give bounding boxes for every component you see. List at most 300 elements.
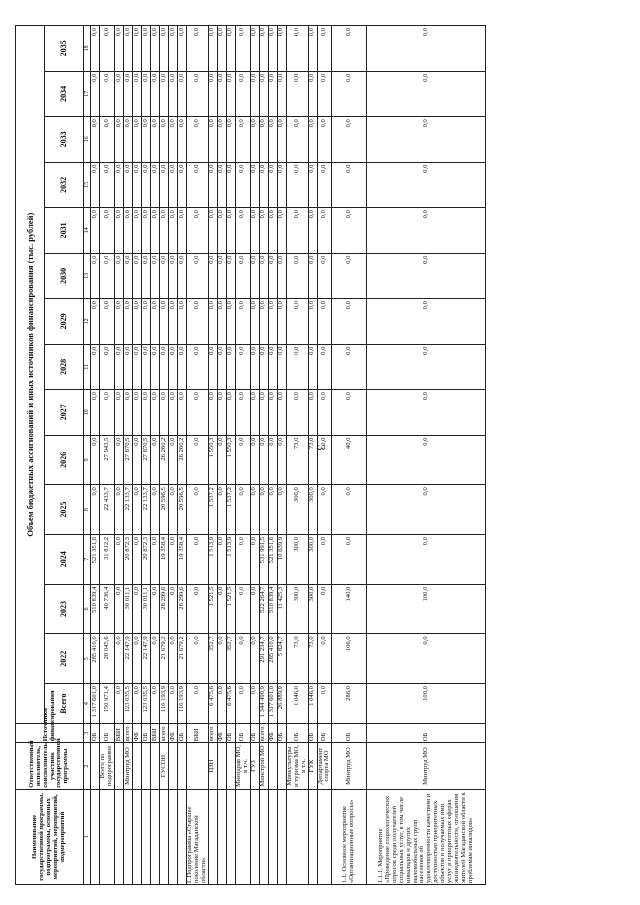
row-value: 0,0 <box>226 299 235 344</box>
row-name <box>308 789 317 884</box>
row-value: 0,0 <box>259 117 268 162</box>
row-source: ОБ <box>277 724 286 743</box>
row-value: 0,0 <box>268 26 277 72</box>
row-value: 28 045,6 <box>100 634 115 684</box>
row-value: 0,0 <box>250 584 259 634</box>
table-row <box>151 26 160 885</box>
row-name <box>115 789 124 884</box>
row-value: 0,0 <box>187 485 209 535</box>
table-row <box>115 26 124 885</box>
row-value: 300,0 <box>286 534 308 584</box>
row-value: 291 234,7 <box>259 634 268 684</box>
row-executor <box>151 743 160 790</box>
row-value: 0,0 <box>217 71 226 116</box>
row-value: 0,0 <box>169 162 178 207</box>
table-row <box>259 26 268 885</box>
row-value: 0,0 <box>169 485 178 535</box>
row-value: 0,0 <box>308 253 317 298</box>
column-index: 3 <box>84 724 91 743</box>
row-value: 0,0 <box>169 117 178 162</box>
row-value: 0,0 <box>169 534 178 584</box>
row-executor: ЦЗН <box>208 743 217 790</box>
row-value: 0,0 <box>115 485 124 535</box>
row-value: 0,0 <box>151 684 160 724</box>
row-value: 0,0 <box>133 162 142 207</box>
row-value: 300,0 <box>308 534 317 584</box>
row-value: 0,0 <box>178 26 187 72</box>
row-source: ФБ <box>133 724 142 743</box>
column-index: 5 <box>84 634 91 684</box>
row-value: 0,0 <box>286 26 308 72</box>
row-value: 0,0 <box>308 390 317 435</box>
row-name <box>160 789 169 884</box>
row-value: 0,0 <box>268 344 277 389</box>
row-value: 0,0 <box>124 344 133 389</box>
row-value: 0,0 <box>217 299 226 344</box>
row-value: 0,0 <box>277 117 286 162</box>
row-value: 0,0 <box>235 208 250 253</box>
row-executor <box>187 743 209 790</box>
row-value: 0,0 <box>133 344 142 389</box>
row-value: 0,0 <box>208 26 217 72</box>
table-row <box>100 26 115 885</box>
row-value: 0,0 <box>277 162 286 207</box>
row-value: 0,0 <box>367 253 486 298</box>
row-value: 10 639,9 <box>277 534 286 584</box>
row-value: 1 537,2 <box>226 485 235 535</box>
row-value: 0,0 <box>133 253 142 298</box>
row-value: 0,0 <box>308 26 317 72</box>
row-value: 0,0 <box>208 253 217 298</box>
row-value: 22 433,7 <box>100 485 115 535</box>
row-name <box>142 789 151 884</box>
row-executor: ГУСОН <box>160 743 169 790</box>
table-row <box>286 26 308 885</box>
column-index: 6 <box>84 584 91 634</box>
row-executor <box>142 743 151 790</box>
row-value: 0,0 <box>286 344 308 389</box>
row-value: 0,0 <box>317 485 332 535</box>
row-value: 0,0 <box>332 253 367 298</box>
row-value: 0,0 <box>250 534 259 584</box>
row-name <box>124 789 133 884</box>
row-value: 0,0 <box>133 684 142 724</box>
row-value: 300,0 <box>286 485 308 535</box>
row-executor: Минкультуры и туризма МО, в т.ч. <box>286 743 308 790</box>
row-value: 0,0 <box>259 344 268 389</box>
row-value: 0,0 <box>259 390 268 435</box>
row-value: 0,0 <box>317 208 332 253</box>
row-value: 0,0 <box>235 534 250 584</box>
row-value: 100,0 <box>367 684 486 724</box>
row-value: 0,0 <box>226 390 235 435</box>
row-value: 0,0 <box>187 344 209 389</box>
row-value: 0,0 <box>226 26 235 72</box>
row-value: 22 133,7 <box>142 485 151 535</box>
row-value: 20 872,3 <box>142 534 151 584</box>
row-value: 0,0 <box>317 26 332 72</box>
row-value: 0,0 <box>250 71 259 116</box>
row-value: 0,0 <box>115 71 124 116</box>
row-value: 0,0 <box>367 26 486 72</box>
row-value: 0,0 <box>226 253 235 298</box>
row-value: 1 537,2 <box>208 485 217 535</box>
row-source: ОБ <box>91 724 100 743</box>
row-executor: Минтруд МО <box>367 743 486 790</box>
row-value: 0,0 <box>208 208 217 253</box>
column-index: 10 <box>84 390 91 435</box>
row-value: 0,0 <box>317 435 332 485</box>
row-value: 0,0 <box>142 344 151 389</box>
row-value: 1 550,3 <box>208 435 217 485</box>
row-value: 0,0 <box>250 684 259 724</box>
row-name <box>250 789 259 884</box>
row-value: 0,0 <box>277 435 286 485</box>
row-value: 73,0 <box>308 435 317 485</box>
row-value: 0,0 <box>187 584 209 634</box>
row-name <box>235 789 250 884</box>
table-row <box>250 26 259 885</box>
header-year: 2031 <box>45 208 84 253</box>
row-value: 0,0 <box>367 71 486 116</box>
row-executor: Минтруд МО <box>124 743 133 790</box>
row-value: 300,0 <box>286 584 308 634</box>
row-value: 0,0 <box>235 344 250 389</box>
row-value: 1 344 490,9 <box>259 684 268 724</box>
row-value: 352,7 <box>226 634 235 684</box>
row-executor <box>115 743 124 790</box>
row-value: 22 133,7 <box>124 485 133 535</box>
row-value: 0,0 <box>277 208 286 253</box>
row-source: всего <box>160 724 169 743</box>
row-value: 0,0 <box>217 435 226 485</box>
row-value: 0,0 <box>151 299 160 344</box>
funding-table <box>15 25 486 885</box>
row-value: 116 193,9 <box>178 684 187 724</box>
row-value: 0,0 <box>208 162 217 207</box>
row-source: ВБИ <box>187 724 209 743</box>
column-index: 1 <box>84 789 91 884</box>
column-index: 7 <box>84 534 91 584</box>
row-value: 0,0 <box>178 390 187 435</box>
row-value: 0,0 <box>332 26 367 72</box>
row-value: 0,0 <box>235 253 250 298</box>
table-row <box>277 26 286 885</box>
row-value: 0,0 <box>308 208 317 253</box>
row-value: 19 358,4 <box>178 534 187 584</box>
row-source: ОБ <box>308 724 317 743</box>
row-value: 0,0 <box>115 584 124 634</box>
table-row <box>332 26 367 885</box>
row-value: 0,0 <box>367 390 486 435</box>
row-value: 31 812,2 <box>100 534 115 584</box>
row-executor <box>217 743 226 790</box>
row-value: 1 046,0 <box>308 684 317 724</box>
row-value: 0,0 <box>160 253 169 298</box>
row-value: 0,0 <box>151 390 160 435</box>
row-value: 0,0 <box>208 299 217 344</box>
row-value: 116 193,9 <box>160 684 169 724</box>
row-executor: ГУК <box>308 743 317 790</box>
row-value: 0,0 <box>367 634 486 684</box>
row-value: 0,0 <box>124 208 133 253</box>
row-value: 0,0 <box>115 534 124 584</box>
row-value: 0,0 <box>259 26 268 72</box>
row-value: 0,0 <box>115 435 124 485</box>
row-value: 0,0 <box>277 26 286 72</box>
row-value: 0,0 <box>317 117 332 162</box>
row-name: 1.1.1. Мероприятие «Проведение социологических опросов среди получателей социальных услуг, в том числе инвалидов и других маломобильных групп населения об удовлетворенности качеством и доступностью приоритетных объектов и получаемых ими услуг в приоритетных сферах жизнедеятельности, отношения жителей Магаданской области к проблемам инвалидов» <box>367 789 486 884</box>
row-value: 26 260,2 <box>160 435 169 485</box>
table-row <box>308 26 317 885</box>
row-value: 0,0 <box>235 435 250 485</box>
row-value: 0,0 <box>235 584 250 634</box>
row-name <box>169 789 178 884</box>
row-executor <box>133 743 142 790</box>
row-value: 0,0 <box>133 208 142 253</box>
row-source: ОБ <box>235 724 250 743</box>
row-value: 100,0 <box>367 584 486 634</box>
row-value: 0,0 <box>217 208 226 253</box>
row-value: 352,7 <box>208 634 217 684</box>
row-value: 0,0 <box>367 162 486 207</box>
row-source: всего <box>208 724 217 743</box>
row-value: 0,0 <box>259 162 268 207</box>
column-index: 13 <box>84 253 91 298</box>
row-value: 0,0 <box>160 71 169 116</box>
row-value: 0,0 <box>332 162 367 207</box>
row-value: 0,0 <box>217 634 226 684</box>
row-value: 0,0 <box>178 344 187 389</box>
row-value: 0,0 <box>151 253 160 298</box>
row-value: 0,0 <box>277 344 286 389</box>
row-value: 0,0 <box>100 117 115 162</box>
row-value: 0,0 <box>367 299 486 344</box>
header-year: 2022 <box>45 634 84 684</box>
row-value: 521 351,6 <box>268 534 277 584</box>
row-value: 0,0 <box>250 390 259 435</box>
row-value: 0,0 <box>187 684 209 724</box>
row-value: 0,0 <box>332 208 367 253</box>
row-value: 0,0 <box>169 208 178 253</box>
row-value: 0,0 <box>91 71 100 116</box>
row-value: 0,0 <box>115 634 124 684</box>
column-index: 16 <box>84 117 91 162</box>
row-value: 0,0 <box>268 299 277 344</box>
row-value: 286,0 <box>332 684 367 724</box>
row-value: 123 035,5 <box>124 684 133 724</box>
row-value: 0,0 <box>250 253 259 298</box>
row-value: 11 425,3 <box>277 584 286 634</box>
row-value: 28 299,6 <box>160 584 169 634</box>
row-value: 0,0 <box>100 253 115 298</box>
row-value: 0,0 <box>250 344 259 389</box>
row-value: 0,0 <box>226 117 235 162</box>
row-value: 0,0 <box>178 71 187 116</box>
row-value: 0,0 <box>250 117 259 162</box>
row-value: 0,0 <box>317 634 332 684</box>
row-value: 0,0 <box>259 208 268 253</box>
row-executor: Минтруд МО <box>332 743 367 790</box>
row-value: 0,0 <box>217 684 226 724</box>
row-value: 0,0 <box>124 162 133 207</box>
table-row <box>317 26 332 885</box>
row-value: 0,0 <box>268 208 277 253</box>
row-executor: Минстрой МО <box>259 743 268 790</box>
row-value: 0,0 <box>208 71 217 116</box>
row-value: 0,0 <box>235 71 250 116</box>
row-value: 0,0 <box>169 684 178 724</box>
row-value: 0,0 <box>178 117 187 162</box>
row-value: 22 147,9 <box>124 634 133 684</box>
column-index: 12 <box>84 299 91 344</box>
row-value: 0,0 <box>286 71 308 116</box>
row-value: 73,0 <box>308 634 317 684</box>
row-value: 0,0 <box>178 299 187 344</box>
row-value: 0,0 <box>160 162 169 207</box>
row-value: 0,0 <box>169 71 178 116</box>
row-value: 0,0 <box>124 117 133 162</box>
row-value: 0,0 <box>169 26 178 72</box>
row-source: ВБИ <box>151 724 160 743</box>
row-value: 1 521,5 <box>208 584 217 634</box>
row-value: 27 943,5 <box>100 435 115 485</box>
row-value: 0,0 <box>124 71 133 116</box>
row-value: 0,0 <box>115 117 124 162</box>
row-value: 0,0 <box>91 435 100 485</box>
row-name: I. Подпрограмма «Старшее поколение Магаданской области» <box>187 789 209 884</box>
row-value: 0,0 <box>115 684 124 724</box>
page-number: 3 <box>314 444 329 451</box>
row-value: 0,0 <box>178 253 187 298</box>
row-value: 0,0 <box>169 390 178 435</box>
row-value: 0,0 <box>169 344 178 389</box>
row-value: 0,0 <box>259 71 268 116</box>
row-value: 0,0 <box>187 534 209 584</box>
row-value: 0,0 <box>133 390 142 435</box>
row-value: 1 317 601,0 <box>268 684 277 724</box>
row-value: 1 521,5 <box>226 584 235 634</box>
row-value: 0,0 <box>286 117 308 162</box>
row-value: 0,0 <box>151 344 160 389</box>
header-year: 2034 <box>45 71 84 116</box>
row-value: 22 147,9 <box>142 634 151 684</box>
row-value: 0,0 <box>91 485 100 535</box>
row-source: всего <box>124 724 133 743</box>
row-value: 0,0 <box>124 253 133 298</box>
header-year: 2035 <box>45 26 84 72</box>
row-value: 21 679,2 <box>160 634 169 684</box>
row-value: 0,0 <box>226 162 235 207</box>
row-source: ОБ <box>317 724 332 743</box>
row-value: 0,0 <box>217 344 226 389</box>
row-value: 27 870,5 <box>142 435 151 485</box>
row-value: 20 596,5 <box>160 485 169 535</box>
column-index: 17 <box>84 71 91 116</box>
header-funding-title: Объем бюджетных ассигнований и иных источников финансирования (тыс. рублей) <box>16 26 45 724</box>
row-name <box>226 789 235 884</box>
table-row <box>124 26 133 885</box>
row-name <box>268 789 277 884</box>
row-value: 0,0 <box>169 584 178 634</box>
row-executor: Департамент спорта МО <box>317 743 332 790</box>
header-year: 2027 <box>45 390 84 435</box>
row-value: 1 513,9 <box>226 534 235 584</box>
row-value: 0,0 <box>277 71 286 116</box>
row-value: 0,0 <box>259 299 268 344</box>
row-name <box>208 789 217 884</box>
row-executor <box>277 743 286 790</box>
row-value: 0,0 <box>268 117 277 162</box>
row-name <box>217 789 226 884</box>
header-year: 2024 <box>45 534 84 584</box>
row-value: 0,0 <box>277 390 286 435</box>
row-value: 0,0 <box>100 344 115 389</box>
row-value: 531 991,5 <box>259 534 268 584</box>
row-value: 0,0 <box>133 117 142 162</box>
row-value: 26 889,9 <box>277 684 286 724</box>
row-value: 0,0 <box>151 117 160 162</box>
row-value: 0,0 <box>317 162 332 207</box>
row-value: 26 260,2 <box>178 435 187 485</box>
row-value: 0,0 <box>142 71 151 116</box>
row-source: всего <box>259 724 268 743</box>
column-index: 8 <box>84 485 91 535</box>
row-value: 0,0 <box>367 117 486 162</box>
column-index: 15 <box>84 162 91 207</box>
row-value: 0,0 <box>277 485 286 535</box>
row-value: 0,0 <box>250 435 259 485</box>
header-source: Источники финансирования <box>16 724 84 743</box>
row-value: 0,0 <box>187 26 209 72</box>
row-value: 0,0 <box>151 634 160 684</box>
row-value: 1 317 601,0 <box>91 684 100 724</box>
row-value: 0,0 <box>235 26 250 72</box>
row-value: 28 299,6 <box>178 584 187 634</box>
row-value: 0,0 <box>286 208 308 253</box>
row-value: 0,0 <box>169 299 178 344</box>
row-value: 30 011,1 <box>142 584 151 634</box>
row-name <box>151 789 160 884</box>
row-value: 6 475,6 <box>208 684 217 724</box>
row-value: 0,0 <box>187 435 209 485</box>
row-value: 0,0 <box>308 162 317 207</box>
row-value: 0,0 <box>178 162 187 207</box>
row-name <box>277 789 286 884</box>
row-value: 0,0 <box>217 390 226 435</box>
row-value: 0,0 <box>286 162 308 207</box>
row-value: 0,0 <box>250 162 259 207</box>
row-executor: ГУЗ <box>250 743 259 790</box>
row-source: ОБ <box>367 724 486 743</box>
row-source: ФБ <box>268 724 277 743</box>
row-name <box>317 789 332 884</box>
row-value: 0,0 <box>91 26 100 72</box>
row-value: 106,0 <box>332 634 367 684</box>
table-row <box>178 26 187 885</box>
row-value: 0,0 <box>178 208 187 253</box>
row-value: 0,0 <box>367 435 486 485</box>
row-value: 0,0 <box>268 435 277 485</box>
row-value: 0,0 <box>208 390 217 435</box>
row-value: 0,0 <box>115 253 124 298</box>
header-year: 2028 <box>45 344 84 389</box>
header-year: 2033 <box>45 117 84 162</box>
row-value: 19 358,4 <box>160 534 169 584</box>
row-value: 0,0 <box>235 634 250 684</box>
row-name <box>100 789 115 884</box>
row-value: 20 872,3 <box>124 534 133 584</box>
